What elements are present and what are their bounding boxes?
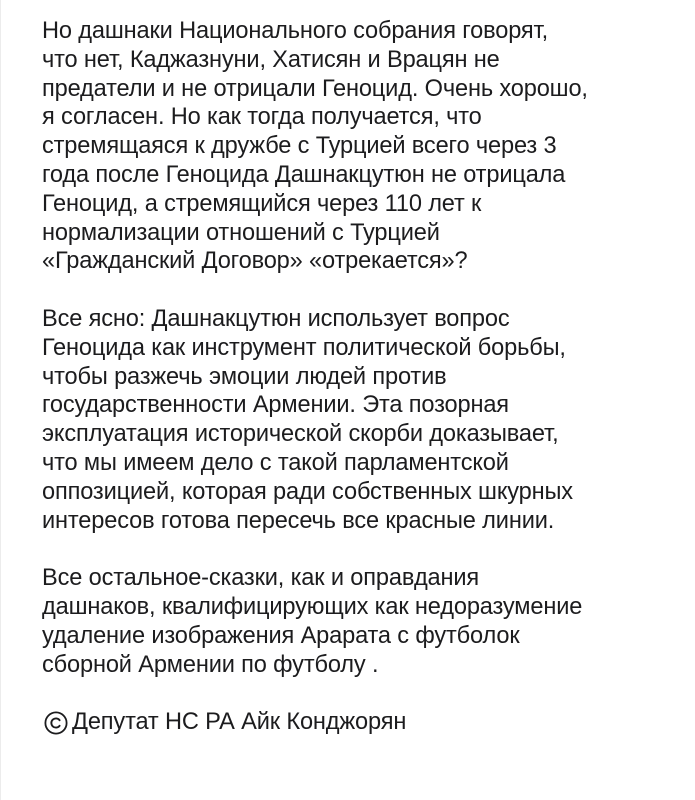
signature — [42, 708, 683, 737]
signature-text: Депутат НС РА Айк Конджорян — [72, 709, 407, 736]
copyright-icon — [44, 711, 68, 735]
text-line: что мы имеем дело с такой парламентской — [42, 449, 509, 476]
text-line: Геноцид, а стремящийся через 110 лет к — [42, 190, 482, 217]
text-line: я согласен. Но как тогда получается, что — [42, 104, 482, 131]
text-line: Все ясно: Дашнакцутюн использует вопрос — [42, 305, 510, 332]
paragraph-2 — [42, 305, 683, 535]
text-line: что нет, Каджазнуни, Хатисян и Врацян не — [42, 46, 500, 73]
text-line: Но дашнаки Национального собрания говорят, — [42, 18, 548, 44]
text-line: государственности Армении. Эта позорная — [42, 392, 509, 419]
text-line: интересов готова пересечь все красные линии. — [42, 507, 555, 534]
text-line: стремящаяся к дружбе с Турцией всего через 3 — [42, 133, 557, 160]
text-line: Геноцида как инструмент политической борьбы, — [42, 334, 566, 361]
text-line: удаление изображения Арарата с футболок — [42, 622, 520, 649]
text-line: оппозицией, которая ради собственных шкурных — [42, 478, 573, 505]
text-line: года после Геноцида Дашнакцутюн не отрицала — [42, 161, 566, 188]
text-line: эксплуатация исторической скорби доказывает, — [42, 421, 559, 448]
paragraph-3 — [42, 564, 683, 679]
text-line: дашнаков, квалифицирующих как недоразумение — [42, 593, 583, 620]
paragraph-1 — [42, 17, 683, 276]
text-line: предатели и не отрицали Геноцид. Очень хорошо, — [42, 75, 588, 102]
text-line: нормализации отношений с Турцией — [42, 219, 440, 246]
text-line: сборной Армении по футболу . — [42, 651, 379, 678]
text-line: чтобы разжечь эмоции людей против — [42, 363, 447, 390]
text-line: «Гражданский Договор» «отрекается»? — [42, 248, 468, 275]
text-line: Все остальное-сказки, как и оправдания — [42, 565, 480, 592]
